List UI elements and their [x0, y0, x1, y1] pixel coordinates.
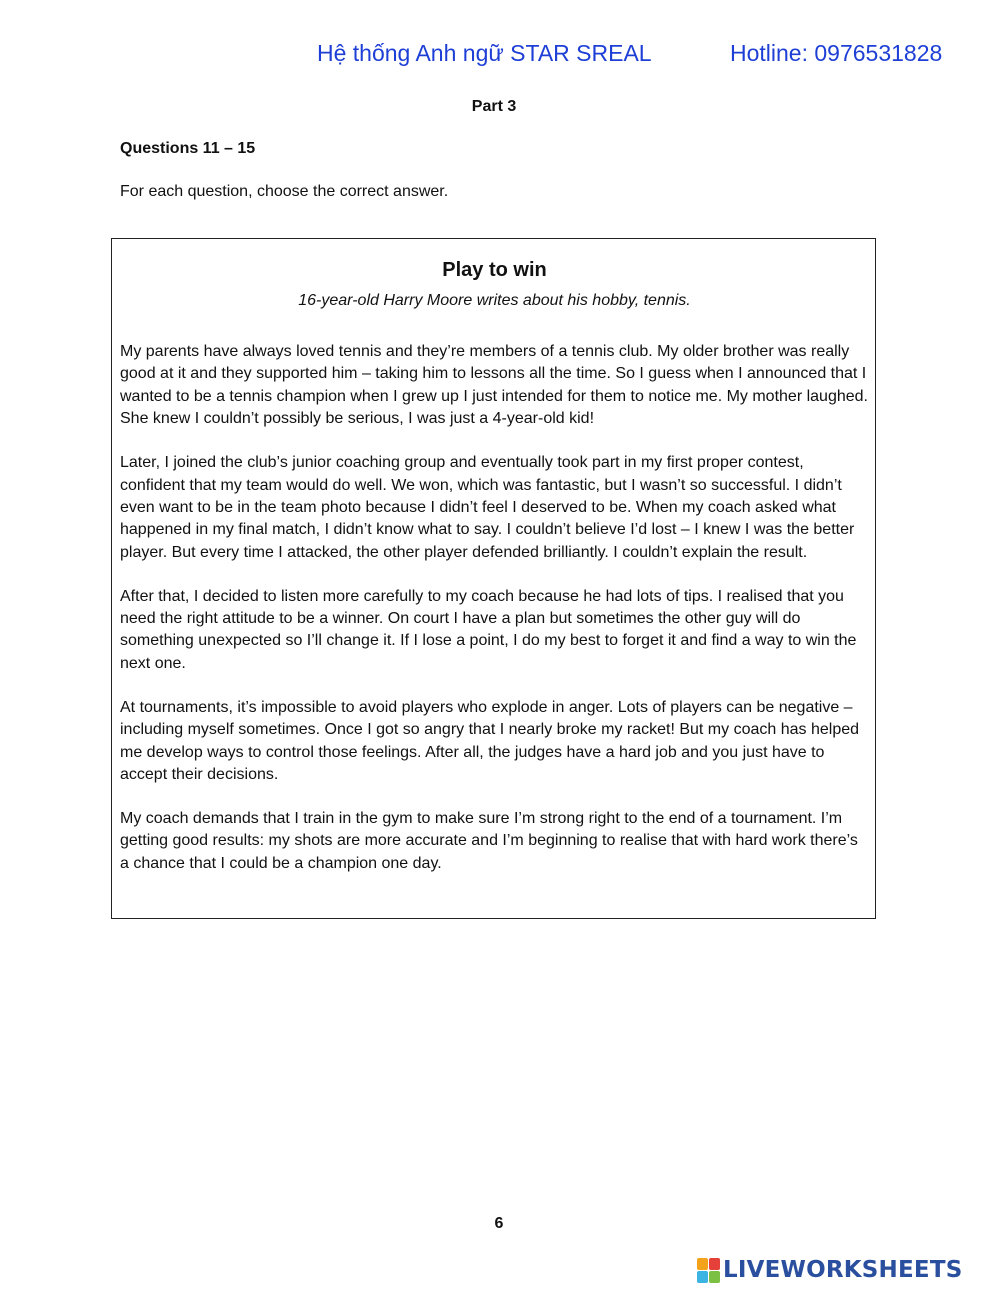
paragraph-5: My coach demands that I train in the gym to make sure I’m strong right to the end of a tournament. I’m getting good results: my shots are more accurate and I’m beginning to realise that with hard work there’s a chance that I could be a champion one day. [120, 809, 858, 872]
questions-range: Questions 11 – 15 [120, 140, 256, 157]
part-title: Part 3 [471, 98, 517, 115]
liveworksheets-watermark [697, 1255, 962, 1285]
paragraph-2: Later, I joined the club’s junior coaching group and eventually took part in my first proper contest, confident that my team would do well. We won, which was fantastic, but I wasn’t so successful. I didn’t even want to be in the team photo because I didn’t feel I deserved to be. When my coach asked what happened in my final match, I didn’t know what to say. I couldn’t believe I’d lost – I knew I was the better player. But every time I attacked, the other player defended brilliantly. I couldn’t explain the result. [120, 454, 855, 561]
school-name: Hệ thống Anh ngữ STAR SREAL [317, 40, 652, 66]
paragraph-1: My parents have always loved tennis and they’re members of a tennis club. My older brother was really good at it and they supported him – taking him to lessons all the time. So I guess when I announced that I wanted to be a tennis champion when I grew up I just intended for them to notice me. My mother laughed. She knew I couldn’t possibly be serious, I was just a 4-year-old kid! [120, 343, 868, 428]
page-header [0, 38, 1000, 72]
liveworksheets-logo-icon [697, 1258, 720, 1283]
reading-passage-box [111, 238, 876, 919]
logo-tile-2 [709, 1258, 720, 1270]
reading-body [120, 341, 870, 897]
reading-subtitle: 16-year-old Harry Moore writes about his hobby, tennis. [298, 292, 691, 309]
paragraph-3: After that, I decided to listen more carefully to my coach because he had lots of tips. I realised that you need the right attitude to be a winner. On court I have a plan but sometimes the other guy will do something unexpected so I’ll change it. If I lose a point, I do my best to forget it and find a way to win the next one. [120, 587, 857, 672]
logo-tile-1 [697, 1258, 708, 1270]
logo-tile-4 [709, 1271, 720, 1283]
instructions: For each question, choose the correct answer. [120, 183, 449, 200]
page-number: 6 [494, 1215, 504, 1232]
hotline-text: Hotline: 0976531828 [730, 40, 943, 66]
paragraph-4: At tournaments, it’s impossible to avoid players who explode in anger. Lots of players can be negative – including myself sometimes. Once I got so angry that I nearly broke my racket! But my coach has helped me develop ways to control those feelings. After all, the judges have a hard job and you just have to accept their decisions. [120, 698, 860, 783]
watermark-text: LIVEWORKSHEETS [723, 1257, 963, 1283]
reading-title: Play to win [442, 259, 547, 281]
logo-tile-3 [697, 1271, 708, 1283]
